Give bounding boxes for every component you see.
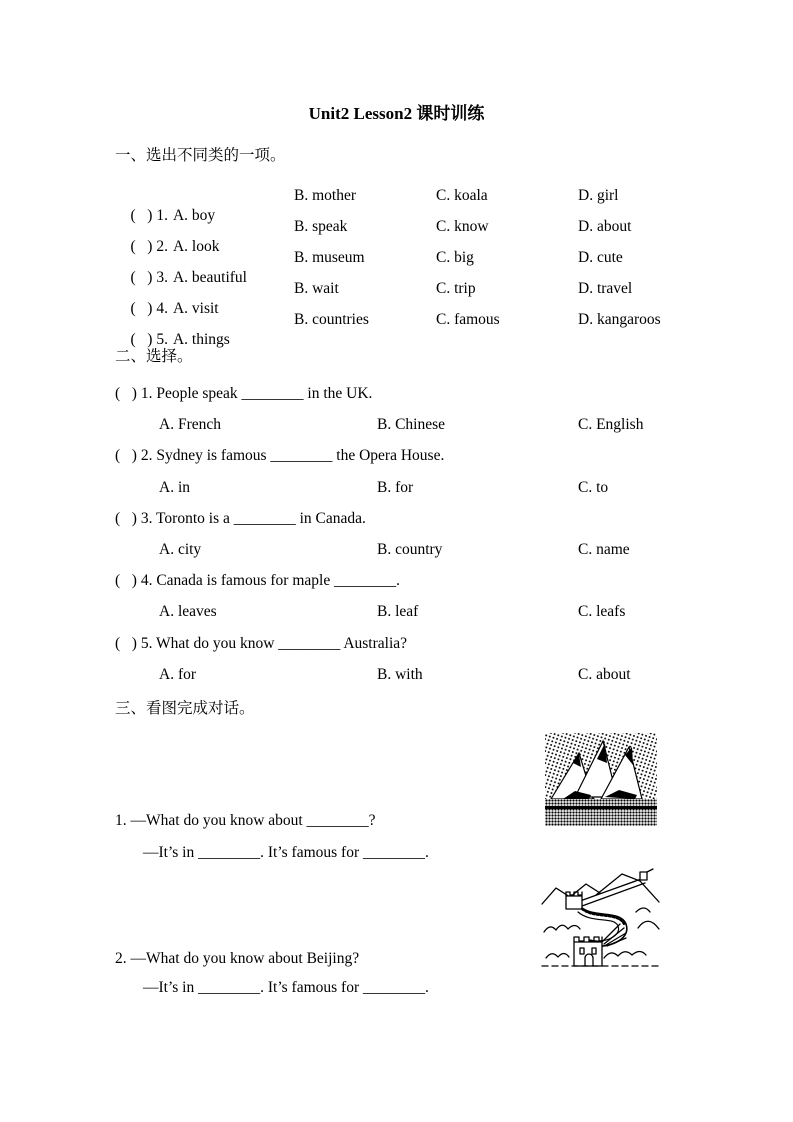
option-c: C. koala: [436, 187, 488, 204]
s2-options-row-1: [115, 415, 644, 435]
option-b: B. mother: [294, 187, 356, 204]
option-b: B. countries: [294, 311, 369, 328]
answer-paren-number: ( ) 2.: [130, 238, 168, 255]
great-wall-image: [540, 866, 662, 968]
option-a: A. look: [172, 238, 220, 255]
s1-question-row-3: [115, 248, 623, 286]
option-c: C. famous: [436, 311, 500, 328]
option-b: B. leaf: [377, 603, 419, 620]
section3-heading: 三、看图完成对话。: [115, 700, 255, 717]
option-a: A. leaves: [159, 603, 217, 620]
s2-question-stem-3: ( ) 3. Toronto is a ________ in Canada.: [115, 510, 366, 527]
s2-options-row-5: [115, 665, 631, 685]
section1-heading: 一、选出不同类的一项。: [115, 147, 286, 164]
option-b: B. speak: [294, 218, 348, 235]
option-c: C. name: [578, 541, 630, 558]
option-c: C. to: [578, 479, 609, 496]
option-a: A. French: [159, 416, 221, 433]
option-a: A. in: [159, 479, 190, 496]
option-a: A. beautiful: [172, 269, 247, 286]
option-b: B. Chinese: [377, 416, 446, 433]
option-a: A. visit: [172, 300, 219, 317]
option-c: C. English: [578, 416, 644, 433]
s2-question-stem-5: ( ) 5. What do you know ________ Australia?: [115, 635, 408, 652]
option-c: C. big: [436, 249, 474, 266]
s1-question-row-1: [115, 186, 619, 224]
sydney-opera-house-image: [545, 733, 657, 826]
option-a: A. things: [172, 331, 230, 348]
option-b: B. country: [377, 541, 443, 558]
option-a: A. boy: [172, 207, 216, 224]
answer-paren-number: ( ) 1.: [130, 207, 168, 224]
option-b: B. museum: [294, 249, 365, 266]
answer-paren-number: ( ) 3.: [130, 269, 168, 286]
s2-question-stem-1: ( ) 1. People speak ________ in the UK.: [115, 385, 373, 402]
answer-paren-number: ( ) 4.: [130, 300, 168, 317]
s2-question-stem-4: ( ) 4. Canada is famous for maple ________.: [115, 572, 400, 589]
s2-options-row-3: [115, 540, 630, 560]
s3-dialogue1-answer: —It’s in ________. It’s famous for ________.: [143, 844, 429, 861]
option-d: D. kangaroos: [578, 311, 661, 328]
option-a: A. for: [159, 666, 197, 683]
s3-dialogue1-question: 1. —What do you know about ________?: [115, 812, 376, 829]
option-c: C. about: [578, 666, 631, 683]
section2-heading: 二、选择。: [115, 348, 193, 365]
answer-paren-number: ( ) 5.: [130, 331, 168, 348]
s2-question-stem-2: ( ) 2. Sydney is famous ________ the Opera House.: [115, 447, 445, 464]
s2-options-row-2: [115, 478, 609, 498]
option-b: B. wait: [294, 280, 339, 297]
option-d: D. cute: [578, 249, 623, 266]
option-d: D. about: [578, 218, 632, 235]
option-c: C. trip: [436, 280, 476, 297]
page-title: Unit2 Lesson2 课时训练: [308, 104, 485, 123]
option-d: D. travel: [578, 280, 633, 297]
s2-options-row-4: [115, 602, 626, 622]
option-c: C. know: [436, 218, 489, 235]
s1-question-row-5: [115, 310, 661, 348]
s1-question-row-2: [115, 217, 632, 255]
s3-dialogue2-question: 2. —What do you know about Beijing?: [115, 950, 360, 967]
option-a: A. city: [159, 541, 202, 558]
option-b: B. for: [377, 479, 414, 496]
s3-dialogue2-answer: —It’s in ________. It’s famous for ________.: [143, 979, 429, 996]
s1-question-row-4: [115, 279, 633, 317]
option-b: B. with: [377, 666, 423, 683]
option-d: D. girl: [578, 187, 619, 204]
option-c: C. leafs: [578, 603, 626, 620]
